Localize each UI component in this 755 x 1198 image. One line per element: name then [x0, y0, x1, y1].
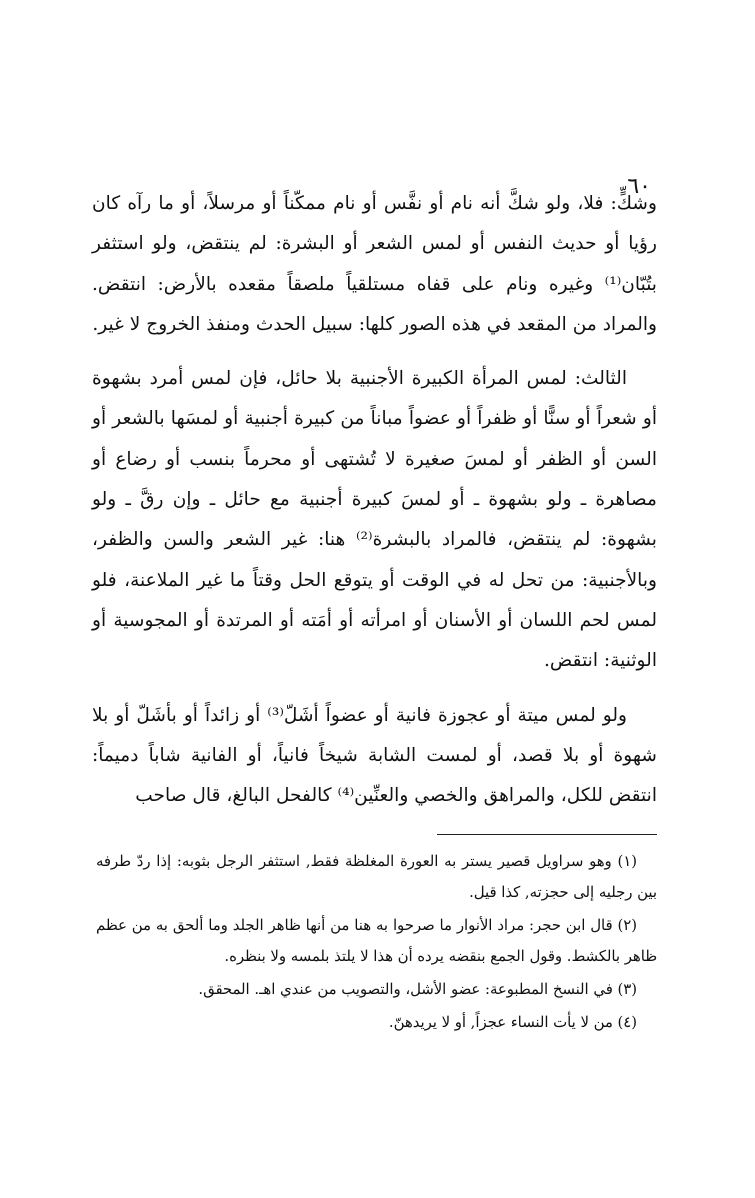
footnote-2: (٢) قال ابن حجر: مراد الأنوار ما صرحوا به هنا من أنها ظاهر الجلد وما ألحق به من عظم ظاهر بالكشط. وقول الجمع بنقضه يرده أن هذا لا يلتذ بلمسه ولا بنظره.	[96, 917, 657, 965]
footnote-4: (٤) من لا يأت النساء عجزاً, أو لا يريدهنّ.	[388, 1014, 637, 1031]
paragraph-3: ولو لمس ميتة أو عجوزة فانية أو عضواً أشَلّ⁽³⁾ أو زائداً أو بأشَلّ أو بلا شهوة أو بلا قصد، أو لمست الشابة شيخاً فانياً، أو الفانية شاباً دميماً: انتقض للكل، والمراهق والخصي والعنِّين⁽⁴⁾ كالفحل البالغ، قال صاحب	[92, 704, 657, 807]
main-text-body	[92, 184, 657, 830]
paragraph-2: الثالث: لمس المرأة الكبيرة الأجنبية بلا حائل، فإن لمس أمرد بشهوة أو شعراً أو سنًّا أو ظفراً أو عضواً مباناً من كبيرة أجنبية أو لمسَها بالشعر أو السن أو الظفر أو لمسَ صغيرة لا تُشتهى أو محرماً بنسب أو رضاع أو مصاهرة ـ ولو بشهوة ـ أو لمسَ كبيرة أجنبية مع حائل ـ وإن رقَّ ـ ولو بشهوة: لم ينتقض، فالمراد بالبشرة⁽²⁾ هنا: غير الشعر والسن والظفر، وبالأجنبية: من تحل له في الوقت أو يتوقع الحل وقتاً ما غير الملاعنة، فلو لمس لحم اللسان أو الأسنان أو امرأته أو أمَته أو المرتدة أو المجوسية أو الوثنية: انتقض.	[92, 368, 657, 672]
footnote-3: (٣) في النسخ المطبوعة: عضو الأشل، والتصويب من عندي اهـ. المحقق.	[198, 981, 637, 998]
paragraph-1: وشكٍّ: فلا، ولو شكَّ أنه نام أو نفَّس أو نام ممكّناً أو مرسلاً، أو ما رآه كان رؤيا أو حديث النفس أو لمس الشعر أو البشرة: لم ينتقض، ولو استثفر بتُبّان⁽¹⁾ وغيره ونام على قفاه مستلقياً ملصقاً مقعده بالأرض: انتقض. والمراد من المقعد في هذه الصور كلها: سبيل الحدث ومنفذ الخروج لا غير.	[92, 193, 657, 335]
page-number: ٦٠	[627, 174, 651, 199]
footnote-divider	[437, 834, 657, 835]
footnotes-section	[96, 846, 657, 1040]
footnote-1: (١) وهو سراويل قصير يستر به العورة المغلظة فقط, استثفر الرجل بثوبه: إذا ردّ طرفه بين رجليه إلى حجزته, كذا قيل.	[96, 853, 657, 901]
